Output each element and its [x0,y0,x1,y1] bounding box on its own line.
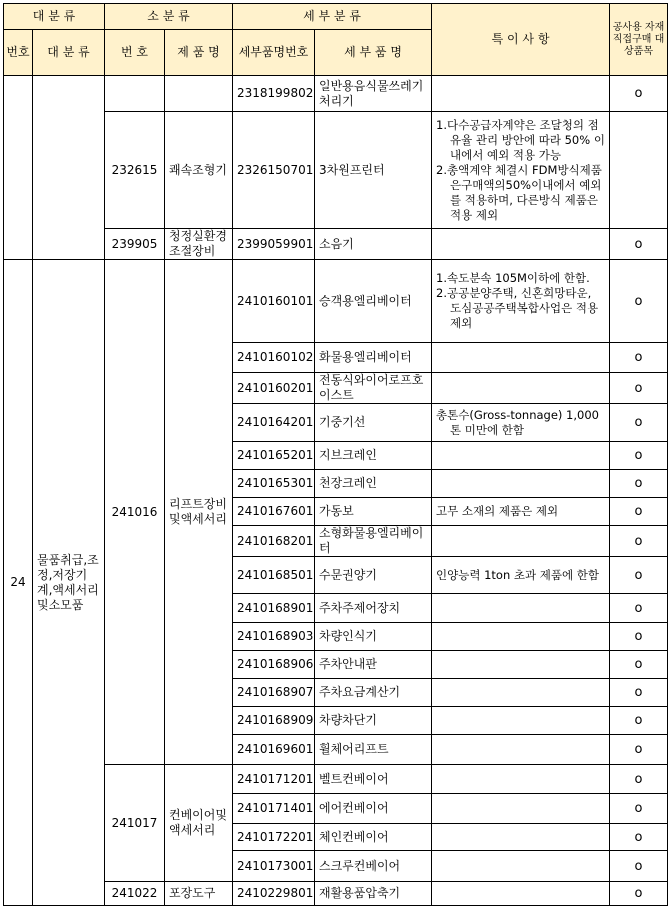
header-direct-purchase: 공사용 자재 직접구매 대상품목 [610,4,668,76]
item-notes [432,824,610,851]
direct-purchase-mark: o [610,229,668,260]
item-name: 체인컨베이어 [315,824,432,851]
direct-purchase-mark: o [610,679,668,707]
item-code: 2318199802 [233,76,315,112]
subgroup-no: 232615 [105,112,165,229]
header-detail-no: 세부품명번호 [233,30,315,76]
direct-purchase-mark: o [610,76,668,112]
item-notes [432,623,610,651]
direct-purchase-mark [610,112,668,229]
direct-purchase-mark: o [610,851,668,882]
item-name: 주차안내판 [315,651,432,679]
direct-purchase-mark: o [610,470,668,498]
item-name: 가동보 [315,498,432,526]
item-notes [432,707,610,735]
item-code: 2410168907 [233,679,315,707]
item-code: 2410171201 [233,765,315,794]
header-major-name: 대 분 류 [33,30,105,76]
item-code: 2410160101 [233,260,315,343]
item-notes [432,498,610,526]
item-code: 2410168501 [233,557,315,594]
subgroup-no: 241016 [105,260,165,765]
item-name: 소음기 [315,229,432,260]
direct-purchase-mark: o [610,526,668,557]
direct-purchase-mark: o [610,260,668,343]
direct-purchase-mark: o [610,882,668,906]
item-code: 2410168901 [233,594,315,623]
subgroup-no: 241022 [105,882,165,906]
item-notes [432,594,610,623]
note-line: 2.공공분양주택, 신혼희망타운, 도심공공주택복합사업은 적용 제외 [436,286,599,330]
direct-purchase-mark: o [610,707,668,735]
item-notes [432,260,610,343]
direct-purchase-mark: o [610,824,668,851]
subgroup-name: 포장도구 [165,882,233,906]
item-notes [432,735,610,765]
item-name: 기중기선 [315,404,432,442]
header-no: 번호 [4,30,33,76]
subgroup-no: 239905 [105,229,165,260]
table-row [4,260,668,343]
subgroup-name: 컨베이어및액세서리 [165,765,233,882]
item-code: 2410167601 [233,498,315,526]
table-row [4,76,668,112]
item-name: 천장크레인 [315,470,432,498]
item-code: 2410160201 [233,373,315,404]
direct-purchase-mark: o [610,373,668,404]
item-notes [432,343,610,373]
item-name: 차량인식기 [315,623,432,651]
subgroup-name [165,76,233,112]
item-name: 벨트컨베이어 [315,765,432,794]
item-notes [432,851,610,882]
header-major: 대 분 류 [4,4,105,30]
group-no [4,76,33,260]
item-name: 수문권양기 [315,557,432,594]
header-detail-name: 세 부 품 명 [315,30,432,76]
direct-purchase-mark: o [610,623,668,651]
item-code: 2410168903 [233,623,315,651]
subgroup-no [105,76,165,112]
item-name: 재활용품압축기 [315,882,432,906]
item-code: 2410165201 [233,442,315,470]
header-minor: 소 분 류 [105,4,233,30]
note-line: 총톤수(Gross-tonnage) 1,000톤 미만에 한함 [436,407,599,437]
direct-purchase-mark: o [610,794,668,824]
item-notes [432,373,610,404]
note-line: 1.속도분속 105M이하에 한함. [436,271,590,285]
item-code: 2410169601 [233,735,315,765]
item-code: 2410168906 [233,651,315,679]
item-code: 2410172201 [233,824,315,851]
item-notes [432,651,610,679]
direct-purchase-mark: o [610,735,668,765]
item-notes [432,442,610,470]
header-product-name: 제 품 명 [165,30,233,76]
group-no: 24 [4,260,33,906]
item-name: 화물용엘리베이터 [315,343,432,373]
item-name: 승객용엘리베이터 [315,260,432,343]
item-name: 주차주제어장치 [315,594,432,623]
item-notes [432,112,610,229]
subgroup-name: 쾌속조형기 [165,112,233,229]
subgroup-no: 241017 [105,765,165,882]
item-code: 2326150701 [233,112,315,229]
item-name: 차량차단기 [315,707,432,735]
subgroup-name: 청정실환경조절장비 [165,229,233,260]
item-notes [432,882,610,906]
item-name: 지브크레인 [315,442,432,470]
item-name: 전동식와이어로프호이스트 [315,373,432,404]
item-code: 2410173001 [233,851,315,882]
item-code: 2410164201 [233,404,315,442]
item-notes [432,557,610,594]
direct-purchase-mark: o [610,343,668,373]
item-notes [432,76,610,112]
direct-purchase-mark: o [610,594,668,623]
item-notes [432,765,610,794]
item-notes [432,404,610,442]
direct-purchase-mark: o [610,404,668,442]
item-code: 2410229801 [233,882,315,906]
note-line: 인양능력 1ton 초과 제품에 한함 [436,567,599,582]
item-code: 2410165301 [233,470,315,498]
table-body [4,76,668,906]
item-name: 소형화물용엘리베이터 [315,526,432,557]
note-line: 고무 소재의 제품은 제외 [436,504,559,518]
group-major-name [33,76,105,260]
item-notes [432,470,610,498]
direct-purchase-mark: o [610,557,668,594]
item-code: 2410168909 [233,707,315,735]
item-notes [432,679,610,707]
procurement-table [3,3,668,906]
subgroup-name: 리프트장비및액세서리 [165,260,233,765]
note-line: 1.다수공급자계약은 조달청의 점유율 관리 방안에 따라 50% 이내에서 예외 적용 가능 [436,117,605,162]
item-name: 일반용음식물쓰레기처리기 [315,76,432,112]
item-code: 2410168201 [233,526,315,557]
note-line: 2.총액계약 체결시 FDM방식제품은구매액의50%이내에서 예외를 적용하며, 다른방식 제품은 적용 제외 [436,162,602,222]
item-name: 스크루컨베이어 [315,851,432,882]
item-notes [432,526,610,557]
item-code: 2410171401 [233,794,315,824]
item-notes [432,794,610,824]
item-name: 에어컨베이어 [315,794,432,824]
item-name: 3차원프린터 [315,112,432,229]
item-code: 2410160102 [233,343,315,373]
item-notes [432,229,610,260]
header-notes: 특 이 사 항 [432,4,610,76]
direct-purchase-mark: o [610,498,668,526]
direct-purchase-mark: o [610,442,668,470]
header-minor-no: 번 호 [105,30,165,76]
direct-purchase-mark: o [610,651,668,679]
group-major-name: 물품취급,조정,저장기계,액세서리및소모품 [33,260,105,906]
direct-purchase-mark: o [610,765,668,794]
header-detail: 세 부 분 류 [233,4,432,30]
item-name: 주차요금계산기 [315,679,432,707]
item-name: 휠체어리프트 [315,735,432,765]
item-code: 2399059901 [233,229,315,260]
